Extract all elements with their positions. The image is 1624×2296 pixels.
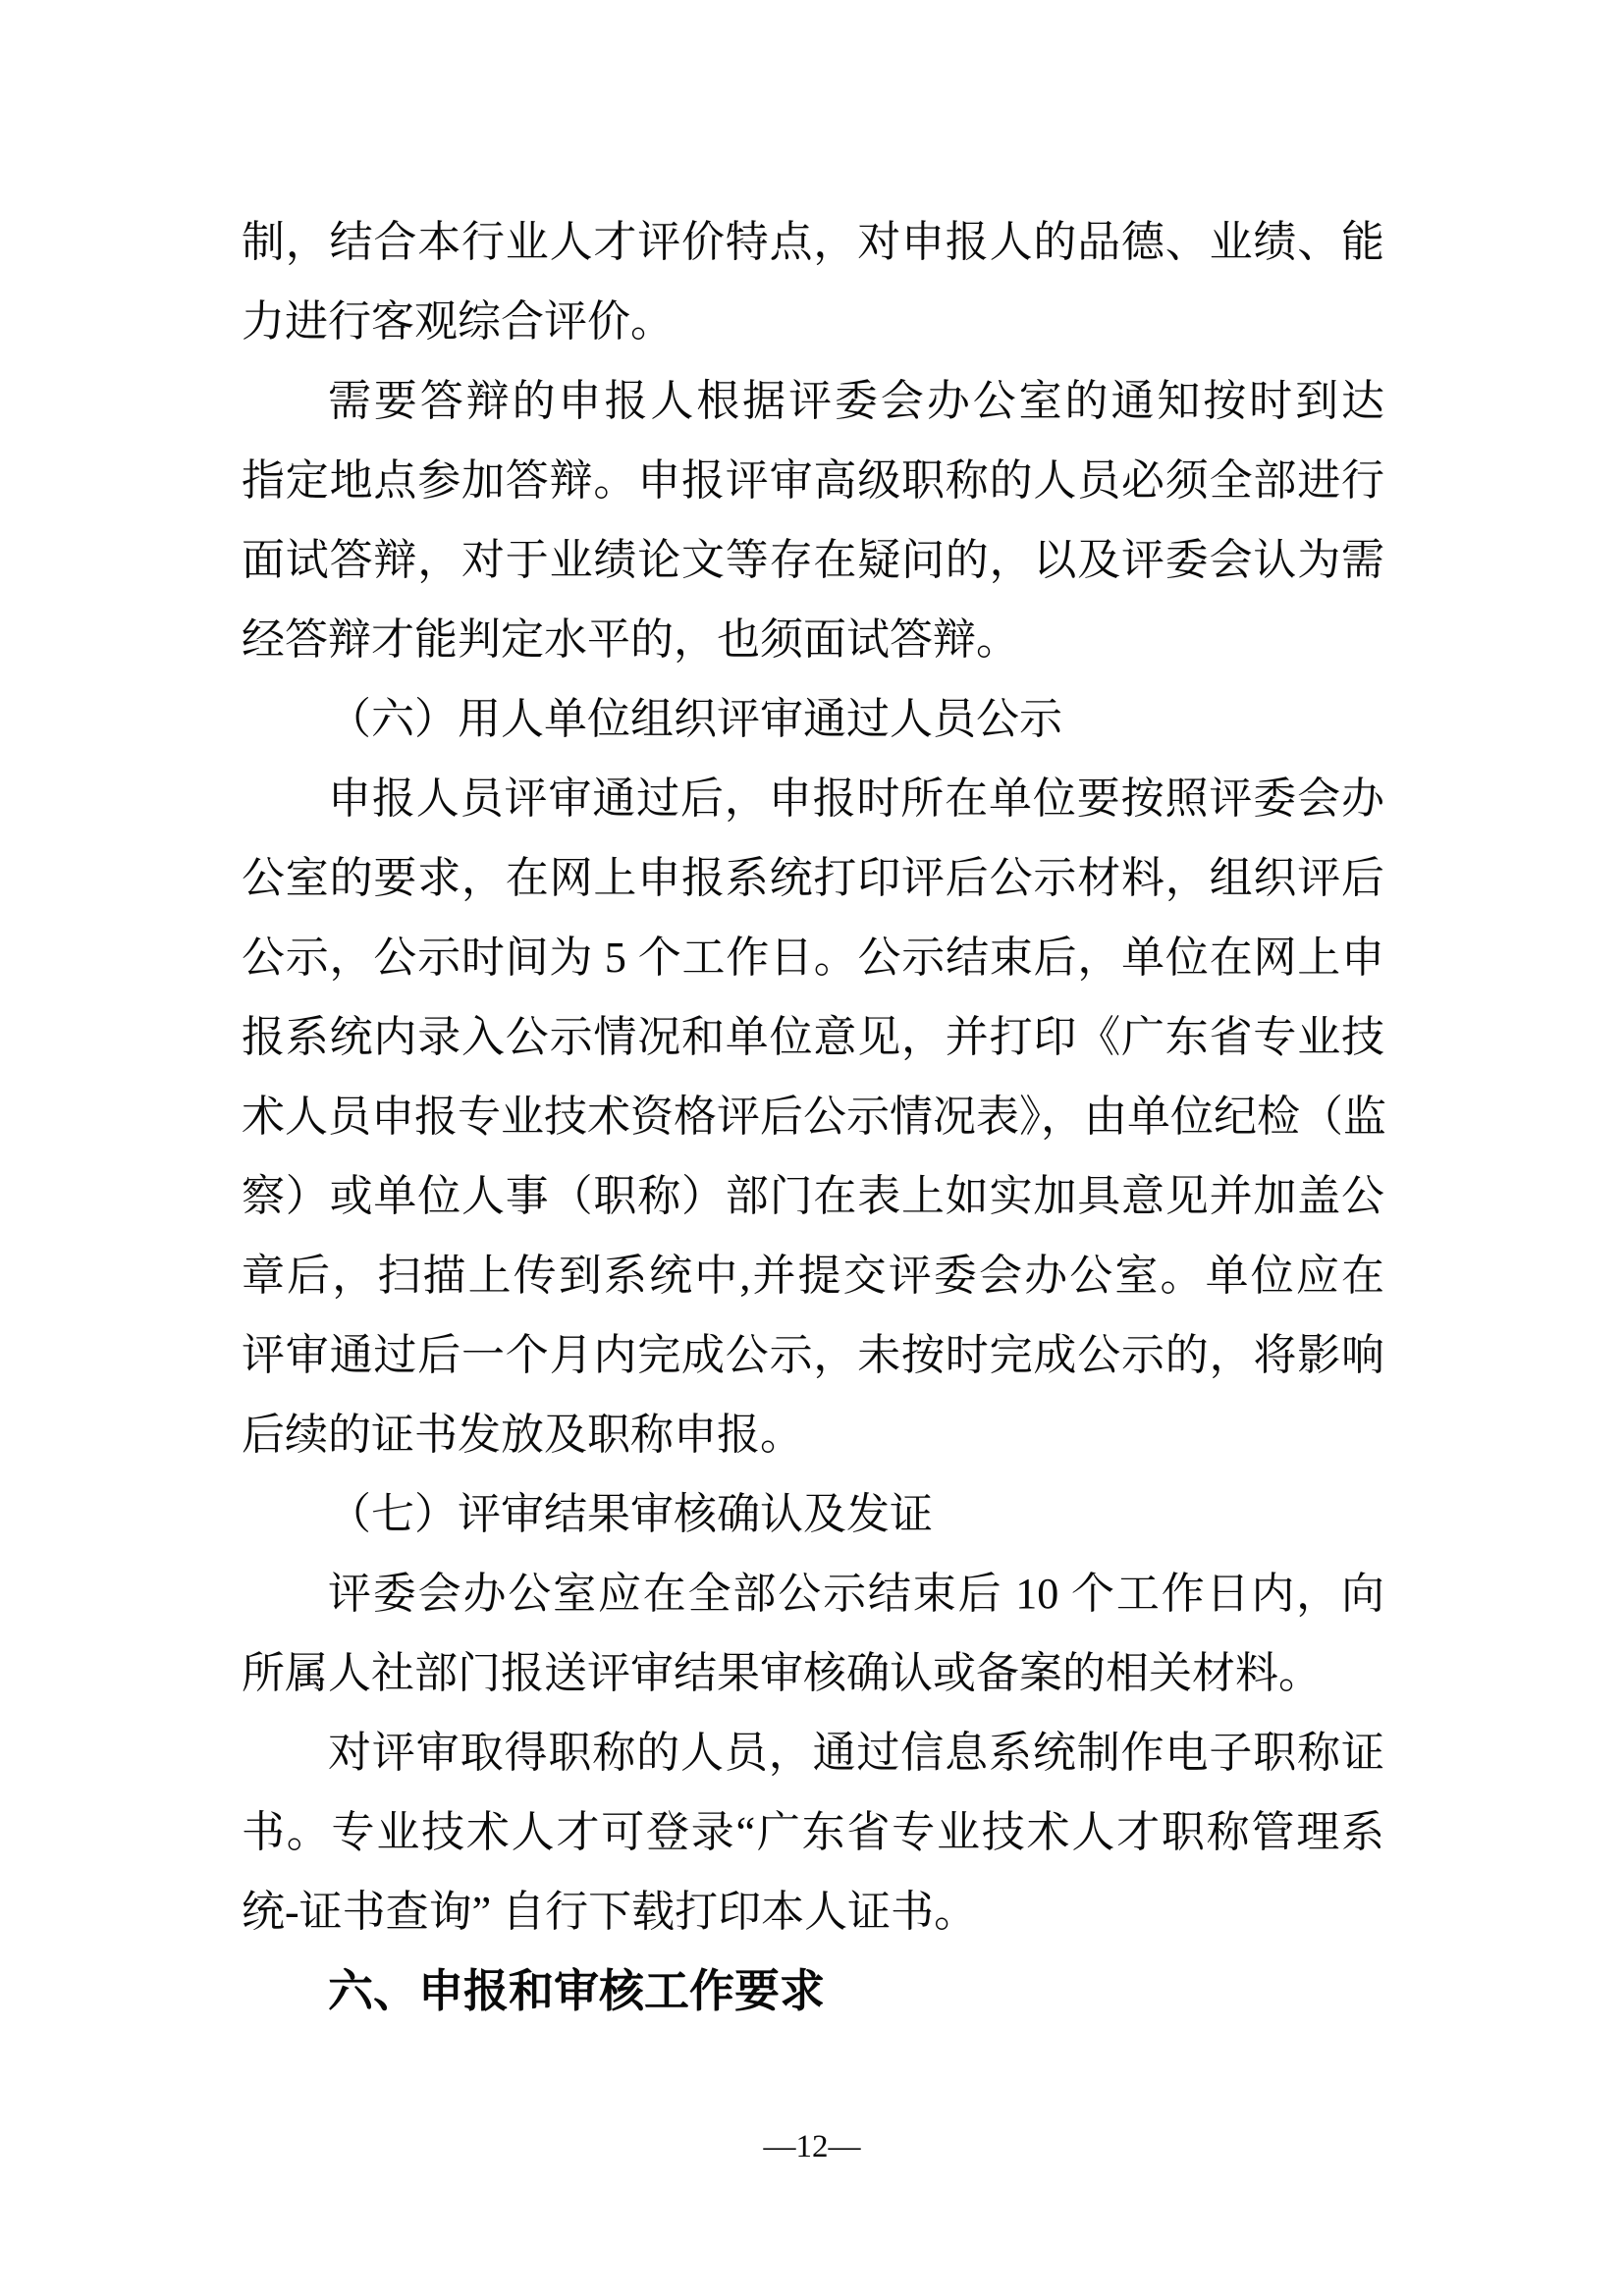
text-line: 公示，公示时间为 5 个工作日。公示结束后，单位在网上申 bbox=[242, 934, 1384, 982]
text-line: 对评审取得职称的人员，通过信息系统制作电子职称证 bbox=[328, 1729, 1384, 1777]
section-subheading: （七）评审结果审核确认及发证 bbox=[328, 1490, 933, 1538]
text-line: 察）或单位人事（职称）部门在表上如实加具意见并加盖公 bbox=[242, 1172, 1384, 1220]
text-line: 评委会办公室应在全部公示结束后 10 个工作日内，向 bbox=[328, 1570, 1384, 1618]
text-line: 申报人员评审通过后，申报时所在单位要按照评委会办 bbox=[328, 774, 1384, 823]
text-line: 章后，扫描上传到系统中,并提交评委会办公室。单位应在 bbox=[242, 1252, 1384, 1300]
text-line: 面试答辩，对于业绩论文等存在疑问的，以及评委会认为需 bbox=[242, 536, 1384, 584]
section-heading: 六、申报和审核工作要求 bbox=[328, 1965, 825, 2016]
document-body bbox=[242, 202, 1384, 2031]
text-line: 所属人社部门报送评审结果审核确认或备案的相关材料。 bbox=[242, 1649, 1322, 1697]
text-line: 后续的证书发放及职称申报。 bbox=[242, 1411, 803, 1459]
text-line: 报系统内录入公示情况和单位意见，并打印《广东省专业技 bbox=[242, 1013, 1384, 1061]
text-line: 制，结合本行业人才评价特点，对申报人的品德、业绩、能 bbox=[242, 218, 1384, 266]
text-line: 书。专业技术人才可登录“广东省专业技术人才职称管理系 bbox=[242, 1808, 1384, 1856]
text-line: 评审通过后一个月内完成公示，未按时完成公示的，将影响 bbox=[242, 1331, 1384, 1379]
text-line: 力进行客观综合评价。 bbox=[242, 297, 674, 346]
text-line: 术人员申报专业技术资格评后公示情况表》，由单位纪检（监 bbox=[242, 1093, 1386, 1141]
text-line: 公室的要求，在网上申报系统打印评后公示材料，组织评后 bbox=[242, 854, 1384, 902]
text-line: 经答辩才能判定水平的，也须面试答辩。 bbox=[242, 615, 1019, 664]
text-line: 指定地点参加答辩。申报评审高级职称的人员必须全部进行 bbox=[242, 456, 1384, 505]
text-line: 需要答辩的申报人根据评委会办公室的通知按时到达 bbox=[328, 377, 1384, 425]
section-subheading: （六）用人单位组织评审通过人员公示 bbox=[328, 695, 1062, 743]
text-line: 统-证书查询” 自行下载打印本人证书。 bbox=[242, 1888, 978, 1936]
page-number: —12— bbox=[763, 2129, 861, 2164]
